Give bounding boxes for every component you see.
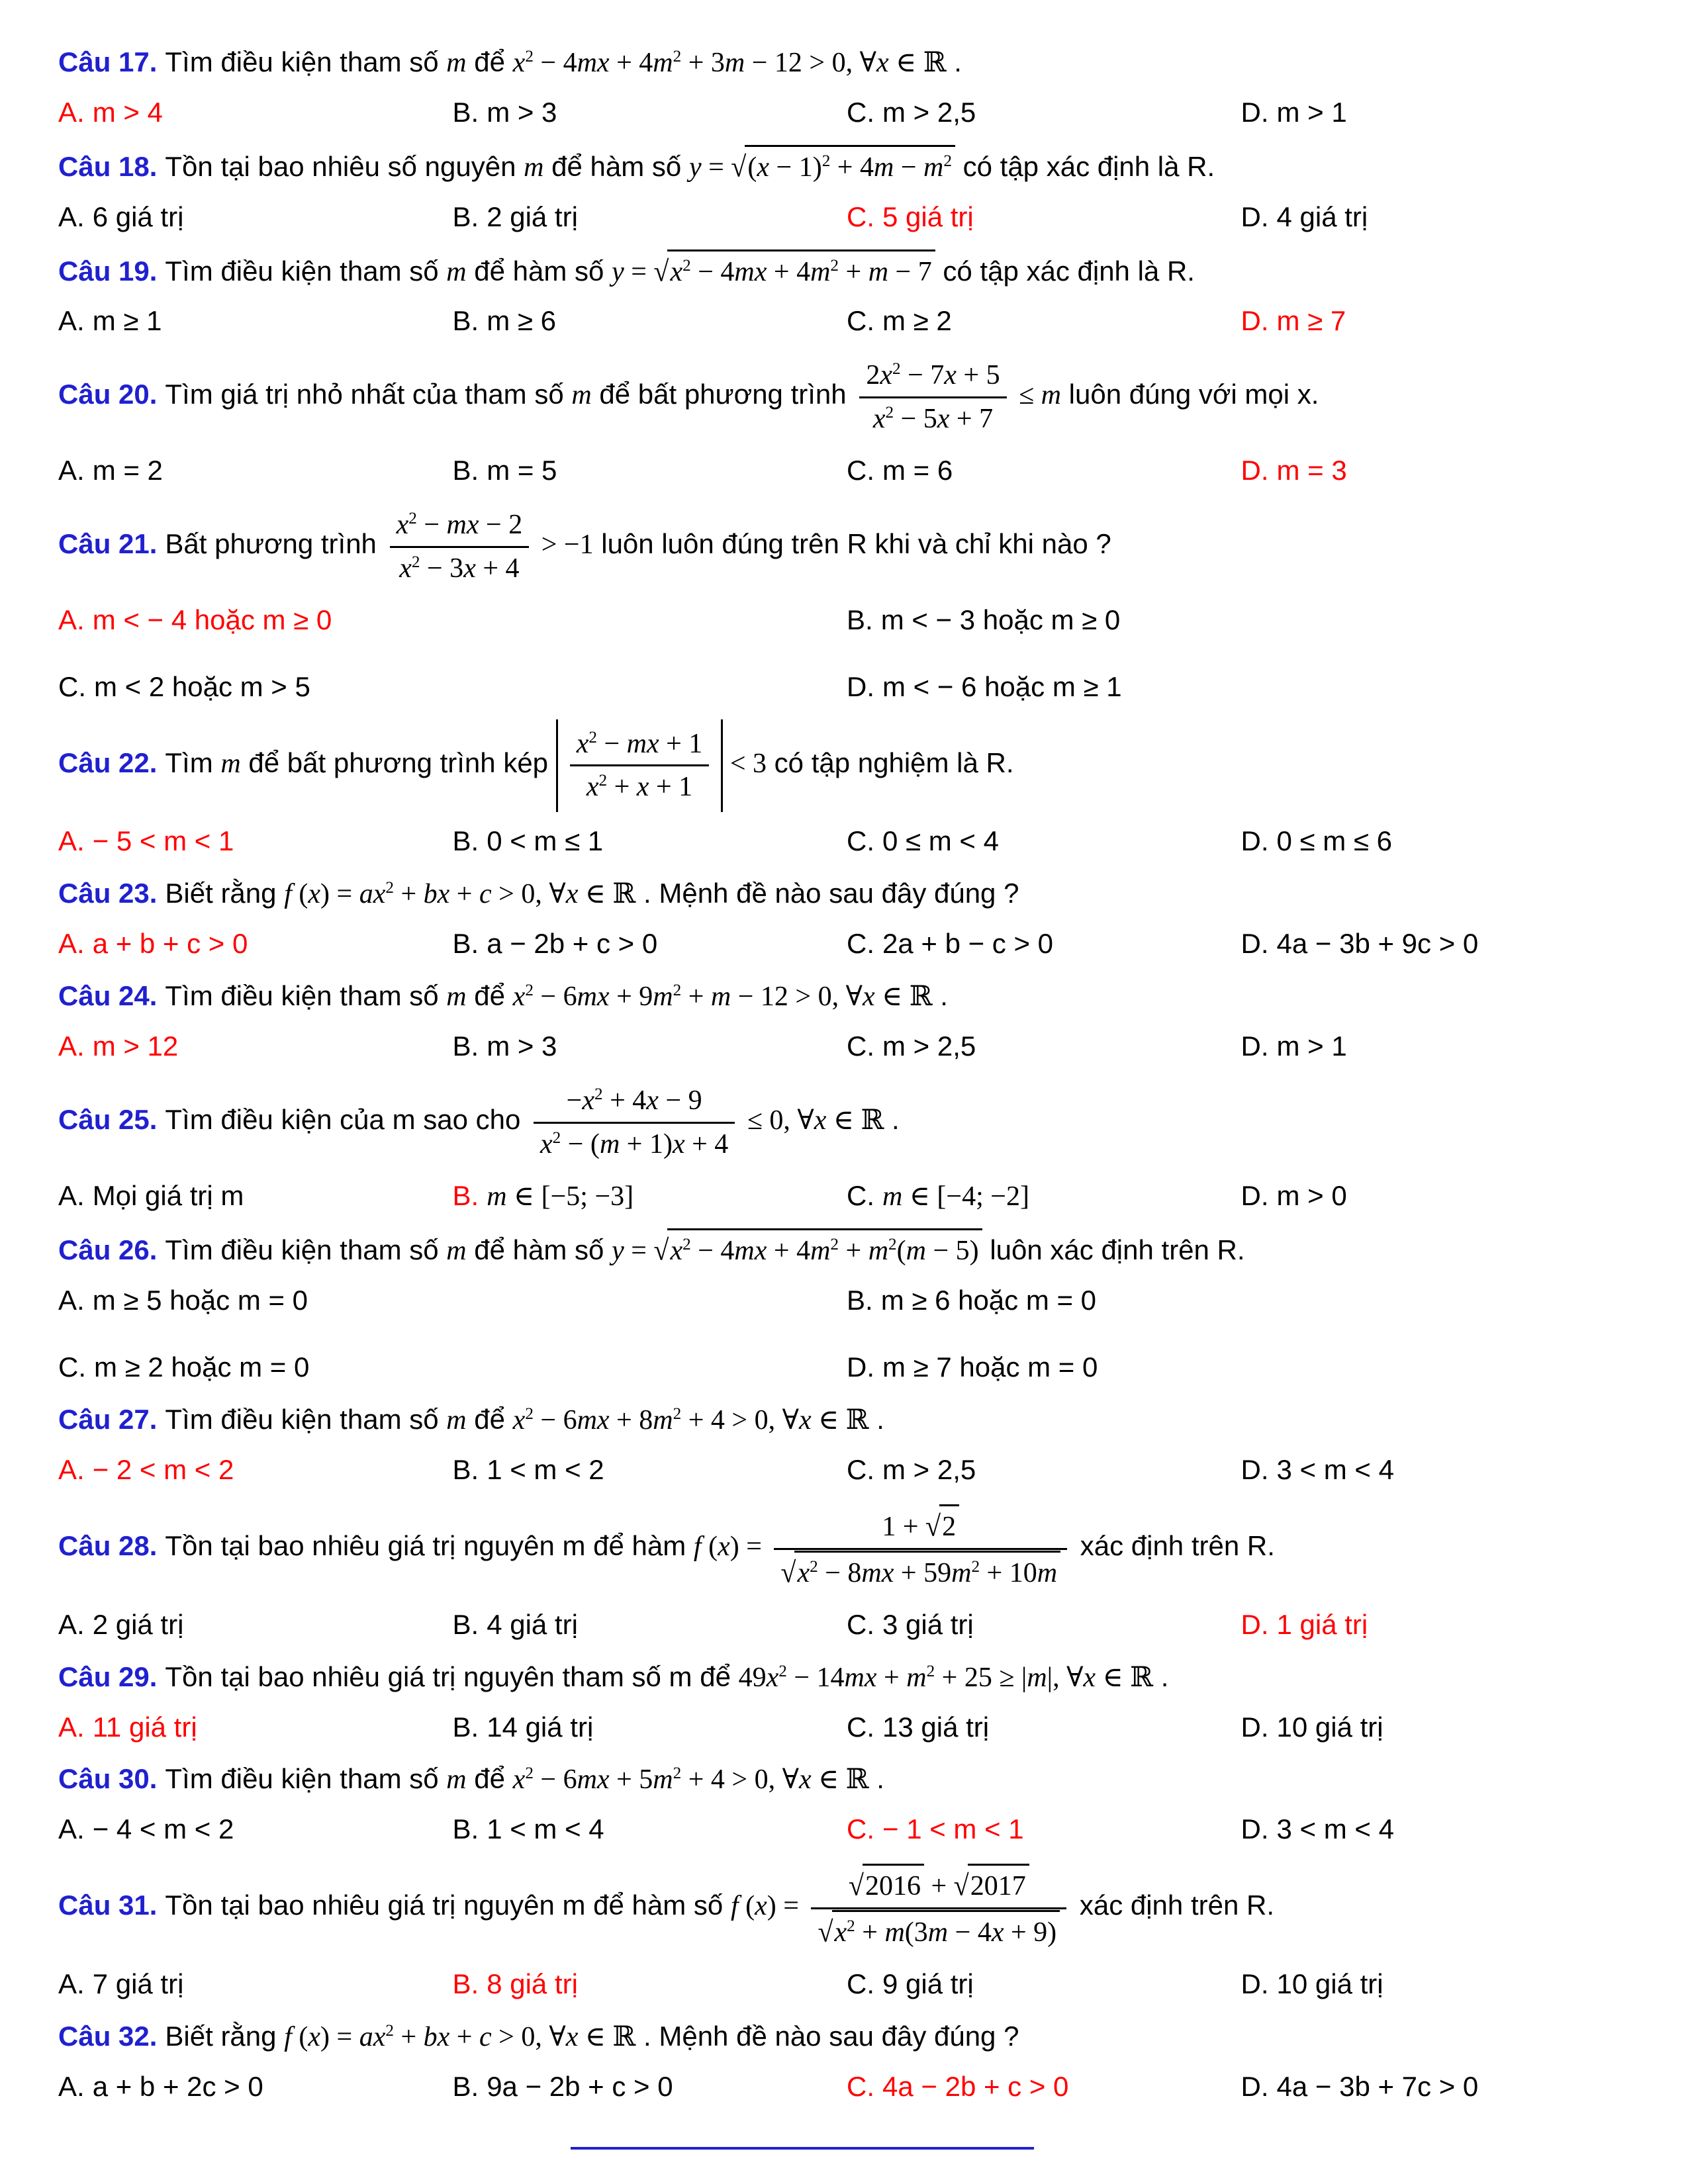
question-stem-row	[58, 719, 1635, 813]
answer-option-d	[1241, 1450, 1636, 1490]
option-text: m > 2,5	[882, 1454, 976, 1486]
option-text: 4a − 3b + 7c > 0	[1276, 2070, 1479, 2102]
answer-option-b	[453, 451, 847, 491]
question-stem-row	[58, 1228, 1635, 1271]
answer-option-a	[58, 924, 453, 964]
option-text: m = 5	[487, 455, 557, 486]
option-text: m > 1	[1276, 1030, 1347, 1062]
question-label: Câu 23.	[58, 878, 158, 909]
option-letter: D.	[1241, 201, 1269, 232]
option-text: a + b + 2c > 0	[92, 2070, 263, 2102]
question-23	[58, 874, 1635, 964]
option-text: m = 3	[1276, 455, 1347, 486]
option-text: 3 < m < 4	[1276, 1454, 1394, 1486]
option-letter: C.	[847, 455, 874, 486]
answer-option-d	[847, 1347, 1635, 1388]
answer-option-b	[453, 2067, 847, 2107]
option-letter: D.	[1241, 96, 1269, 128]
option-letter: A.	[58, 1608, 85, 1640]
option-letter: B.	[452, 2070, 479, 2102]
question-stem-row	[58, 42, 1635, 83]
option-text: m < 2 hoặc m > 5	[94, 670, 310, 702]
answer-options	[58, 600, 1635, 707]
answer-option-d	[847, 667, 1635, 707]
question-stem-row	[58, 1862, 1635, 1955]
answer-option-a	[58, 197, 453, 238]
answer-option-d	[1241, 1707, 1636, 1748]
answer-options	[58, 821, 1635, 862]
option-text: m > 2,5	[882, 96, 976, 128]
answer-option-b	[847, 600, 1635, 641]
option-letter: D.	[1241, 455, 1269, 486]
option-letter: A.	[58, 928, 85, 960]
question-stem: Tìm giá trị nhỏ nhất của tham số m để bất phương trình $\frac{2x^2 - 7x + 5}{x^2 - 5x + 7}$ ≤ m luôn đúng với mọi x.	[165, 379, 1319, 410]
question-stem-row	[58, 1759, 1635, 1800]
answer-option-a	[58, 1026, 453, 1067]
question-27	[58, 1400, 1635, 1490]
option-text: m ≥ 7 hoặc m = 0	[882, 1351, 1098, 1383]
option-letter: D.	[1241, 1179, 1269, 1211]
answer-option-b	[453, 197, 847, 238]
option-text: 1 giá trị	[1276, 1608, 1368, 1640]
question-label: Câu 17.	[58, 46, 158, 77]
option-letter: C.	[847, 1608, 874, 1640]
option-text: 4 giá trị	[487, 1608, 578, 1640]
option-letter: B.	[452, 305, 479, 337]
answer-option-a	[58, 1450, 453, 1490]
option-text: 2a + b − c > 0	[882, 928, 1054, 960]
option-text: − 2 < m < 2	[92, 1454, 234, 1486]
option-text: 4a − 3b + 9c > 0	[1276, 928, 1479, 960]
answer-option-b	[453, 1450, 847, 1490]
option-letter: D.	[1241, 1711, 1269, 1743]
option-letter: B.	[452, 1030, 479, 1062]
answer-option-a	[58, 451, 453, 491]
option-text: 1 < m < 4	[487, 1813, 604, 1845]
option-text: m ≥ 6 hoặc m = 0	[880, 1285, 1097, 1316]
option-text: 2 giá trị	[487, 201, 578, 232]
option-text: m > 2,5	[882, 1030, 976, 1062]
answer-option-c	[58, 1347, 847, 1388]
answer-option-c	[847, 1809, 1241, 1850]
question-label: Câu 26.	[58, 1234, 158, 1266]
question-18	[58, 145, 1635, 238]
option-letter: D.	[1241, 1030, 1269, 1062]
answer-option-b	[847, 1281, 1635, 1321]
option-text: Mọi giá trị m	[92, 1179, 244, 1211]
option-letter: A.	[58, 201, 85, 232]
option-letter: C.	[58, 670, 86, 702]
footer-divider-line	[571, 2147, 1034, 2150]
question-stem-row	[58, 1079, 1635, 1167]
option-text: 0 ≤ m < 4	[882, 825, 999, 857]
answer-options	[58, 1450, 1635, 1490]
option-letter: A.	[58, 604, 85, 635]
option-letter: D.	[1241, 1968, 1269, 1999]
option-letter: C.	[847, 1454, 874, 1486]
answer-option-b	[453, 1605, 847, 1645]
answer-option-b	[453, 1026, 847, 1067]
option-letter: D.	[847, 670, 874, 702]
question-29	[58, 1657, 1635, 1748]
option-letter: A.	[58, 2070, 85, 2102]
answer-options	[58, 2067, 1635, 2107]
question-stem: Biết rằng f $(x) = ax^2$ + bx + c > 0, ∀x ∈ ℝ . Mệnh đề nào sau đây đúng ?	[165, 2020, 1019, 2052]
answer-option-c	[847, 821, 1241, 862]
answer-option-d	[1241, 924, 1636, 964]
answer-option-d	[1241, 451, 1636, 491]
option-letter: C.	[847, 1179, 874, 1211]
answer-option-c	[847, 1026, 1241, 1067]
question-stem-row	[58, 145, 1635, 188]
question-label: Câu 27.	[58, 1404, 158, 1435]
answer-option-d	[1241, 1964, 1636, 2005]
question-label: Câu 31.	[58, 1889, 158, 1921]
answer-option-d	[1241, 1026, 1636, 1067]
option-letter: B.	[452, 1454, 479, 1486]
option-letter: D.	[1241, 1454, 1269, 1486]
answer-option-a	[58, 1605, 453, 1645]
answer-option-b	[453, 301, 847, 341]
answer-option-a	[58, 2067, 453, 2107]
question-stem: Tìm điều kiện tham số m để $x^2 - 6mx + 9m^2 + m - 12 > 0$, ∀x ∈ ℝ .	[165, 980, 948, 1013]
option-letter: C.	[847, 825, 874, 857]
option-letter: D.	[1241, 825, 1269, 857]
answer-options	[58, 1809, 1635, 1850]
question-stem: Tồn tại bao nhiêu số nguyên m để hàm số y = √ $(x - 1)^2 + 4m - m^2$ có tập xác định là R.	[165, 151, 1215, 182]
option-letter: A.	[58, 455, 85, 486]
answer-options	[58, 1026, 1635, 1067]
answer-options	[58, 301, 1635, 341]
answer-option-b	[453, 1964, 847, 2005]
question-label: Câu 20.	[58, 379, 158, 410]
answer-option-d	[1241, 93, 1636, 133]
option-letter: D.	[1241, 305, 1269, 337]
answer-option-a	[58, 600, 847, 641]
option-text: m < − 3 hoặc m ≥ 0	[880, 604, 1121, 635]
option-text: m > 3	[487, 1030, 557, 1062]
option-text: m = 6	[882, 455, 953, 486]
option-text: m > 3	[487, 96, 557, 128]
option-letter: B.	[452, 1813, 479, 1845]
option-letter: B.	[452, 201, 479, 232]
question-stem: Bất phương trình $\frac{x^2 - mx - 2}{x^2 - 3x + 4}$ > −1 luôn luôn đúng trên R khi và chỉ khi nào ?	[165, 528, 1111, 559]
question-stem: Tìm m để bất phương trình kép $\frac{x^2 - mx + 1}{x^2 + x + 1}$ < 3 có tập nghiệm là R.	[165, 747, 1013, 778]
option-letter: C.	[847, 1030, 874, 1062]
question-label: Câu 21.	[58, 528, 158, 560]
option-text: m ≥ 7	[1276, 305, 1346, 337]
option-text: m ≥ 2 hoặc m = 0	[94, 1351, 310, 1383]
option-letter: B.	[452, 1711, 479, 1743]
answer-option-d	[1241, 197, 1636, 238]
answer-options	[58, 93, 1635, 133]
answer-option-c	[847, 1450, 1241, 1490]
answer-option-b	[453, 1809, 847, 1850]
option-letter: A.	[58, 1285, 85, 1316]
option-text: 11 giá trị	[92, 1711, 197, 1743]
option-letter: A.	[58, 825, 85, 857]
answer-option-c	[58, 667, 847, 707]
option-text: m ≥ 6	[487, 305, 556, 337]
answer-option-b	[453, 821, 847, 862]
option-letter: B.	[452, 928, 479, 960]
option-text: 4 giá trị	[1276, 201, 1368, 232]
option-text: − 1 < m < 1	[882, 1813, 1024, 1845]
option-text: m ≥ 2	[882, 305, 952, 337]
question-25	[58, 1079, 1635, 1217]
option-text: 9a − 2b + c > 0	[487, 2070, 673, 2102]
option-text: 14 giá trị	[487, 1711, 594, 1743]
answer-option-b	[453, 1176, 847, 1217]
answer-option-a	[58, 1964, 453, 2005]
option-letter: C.	[847, 928, 874, 960]
answer-option-a	[58, 1176, 453, 1217]
option-letter: C.	[847, 1813, 874, 1845]
question-label: Câu 29.	[58, 1661, 158, 1692]
question-stem-row	[58, 976, 1635, 1017]
answer-option-a	[58, 821, 453, 862]
question-stem: Tồn tại bao nhiêu giá trị nguyên tham số m để $49x^2 - 14mx + m^2 + 25 \ge |m|$, ∀x ∈ ℝ .	[165, 1661, 1169, 1693]
option-letter: B.	[847, 1285, 873, 1316]
answer-option-c	[847, 1964, 1241, 2005]
question-stem: Tìm điều kiện của m sao cho $\frac{-x^2 + 4x - 9}{x^2 - (m + 1)x + 4}$ ≤ 0, ∀x ∈ ℝ .	[165, 1104, 899, 1135]
option-text: m > 1	[1276, 96, 1347, 128]
question-stem-row	[58, 1502, 1635, 1596]
option-letter: C.	[847, 2070, 874, 2102]
answer-option-a	[58, 1809, 453, 1850]
option-letter: D.	[1241, 1608, 1269, 1640]
answer-option-c	[847, 1176, 1241, 1217]
option-text: 8 giá trị	[487, 1968, 578, 1999]
question-stem: Biết rằng f $(x) = ax^2$ + bx + c > 0, ∀x ∈ ℝ . Mệnh đề nào sau đây đúng ?	[165, 878, 1019, 910]
question-stem: Tìm điều kiện tham số m để hàm số y = √ $x^2 - 4mx + 4m^2 + m^2(m - 5)$ luôn xác định trên R.	[165, 1234, 1244, 1265]
option-letter: D.	[1241, 1813, 1269, 1845]
answer-option-a	[58, 1707, 453, 1748]
question-stem-row	[58, 1400, 1635, 1441]
question-label: Câu 25.	[58, 1103, 158, 1135]
question-label: Câu 22.	[58, 747, 158, 778]
answer-options	[58, 451, 1635, 491]
option-text: m ≥ 1	[92, 305, 162, 337]
option-text: 5 giá trị	[882, 201, 974, 232]
question-28	[58, 1502, 1635, 1645]
question-stem: Tìm điều kiện tham số m để $x^2 - 6mx + 5m^2 + 4 > 0$, ∀x ∈ ℝ .	[165, 1763, 884, 1796]
option-text: m ∈ [−5; −3]	[487, 1181, 634, 1212]
question-stem-row	[58, 353, 1635, 441]
answer-option-b	[453, 1707, 847, 1748]
answer-option-d	[1241, 301, 1636, 341]
answer-options	[58, 197, 1635, 238]
option-letter: B.	[452, 1608, 479, 1640]
option-text: m = 2	[92, 455, 163, 486]
answer-option-b	[453, 93, 847, 133]
question-30	[58, 1759, 1635, 1850]
option-text: 3 giá trị	[882, 1608, 974, 1640]
option-text: 10 giá trị	[1276, 1968, 1383, 1999]
answer-option-d	[1241, 1176, 1636, 1217]
question-label: Câu 32.	[58, 2020, 158, 2052]
option-letter: A.	[58, 305, 85, 337]
option-letter: A.	[58, 1030, 85, 1062]
answer-option-d	[1241, 821, 1636, 862]
option-text: 7 giá trị	[92, 1968, 184, 1999]
answer-options	[58, 1605, 1635, 1645]
option-text: − 5 < m < 1	[92, 825, 234, 857]
option-letter: A.	[58, 1179, 85, 1211]
option-letter: A.	[58, 1968, 85, 1999]
question-label: Câu 24.	[58, 980, 158, 1012]
question-stem: Tìm điều kiện tham số m để hàm số y = √ $x^2 - 4mx + 4m^2 + m - 7$ có tập xác định là R.	[165, 255, 1195, 287]
question-stem: Tìm điều kiện tham số m để $x^2 - 6mx + 8m^2 + 4 > 0$, ∀x ∈ ℝ .	[165, 1404, 884, 1436]
option-text: m > 4	[92, 96, 163, 128]
answer-option-d	[1241, 2067, 1636, 2107]
question-stem: Tìm điều kiện tham số m để $x^2 - 4mx + 4m^2 + 3m - 12 > 0$, ∀x ∈ ℝ .	[165, 46, 962, 78]
option-letter: B.	[452, 96, 479, 128]
question-label: Câu 19.	[58, 255, 158, 287]
option-letter: C.	[847, 305, 874, 337]
question-19	[58, 250, 1635, 342]
option-text: a + b + c > 0	[92, 928, 248, 960]
question-stem-row	[58, 2017, 1635, 2058]
answer-option-d	[1241, 1809, 1636, 1850]
answer-option-c	[847, 197, 1241, 238]
option-text: 0 < m ≤ 1	[487, 825, 604, 857]
question-31	[58, 1862, 1635, 2005]
question-24	[58, 976, 1635, 1067]
option-letter: A.	[58, 1454, 85, 1486]
option-letter: B.	[452, 455, 479, 486]
option-text: m < − 4 hoặc m ≥ 0	[92, 604, 332, 635]
question-label: Câu 30.	[58, 1763, 158, 1795]
option-text: m ≥ 5 hoặc m = 0	[92, 1285, 308, 1316]
option-text: 10 giá trị	[1276, 1711, 1383, 1743]
option-text: 2 giá trị	[92, 1608, 184, 1640]
answer-option-c	[847, 2067, 1241, 2107]
answer-option-a	[58, 93, 453, 133]
question-stem-row	[58, 1657, 1635, 1698]
question-21	[58, 503, 1635, 707]
answer-option-a	[58, 1281, 847, 1321]
option-letter: D.	[847, 1351, 874, 1383]
option-text: 3 < m < 4	[1276, 1813, 1394, 1845]
option-letter: C.	[847, 201, 874, 232]
answer-option-c	[847, 1707, 1241, 1748]
option-letter: A.	[58, 1711, 85, 1743]
question-22	[58, 719, 1635, 862]
question-stem-row	[58, 250, 1635, 293]
question-label: Câu 28.	[58, 1529, 158, 1561]
option-letter: C.	[847, 1711, 874, 1743]
question-32	[58, 2017, 1635, 2107]
answer-option-c	[847, 451, 1241, 491]
option-letter: B.	[452, 1968, 479, 1999]
option-letter: A.	[58, 1813, 85, 1845]
option-letter: A.	[58, 96, 85, 128]
option-letter: D.	[1241, 2070, 1269, 2102]
option-letter: B.	[847, 604, 873, 635]
answer-option-c	[847, 924, 1241, 964]
option-text: 1 < m < 2	[487, 1454, 604, 1486]
option-letter: C.	[847, 96, 874, 128]
question-stem: Tồn tại bao nhiêu giá trị nguyên m để hàm số f (x) = √ 2016 + √ 2017 √ $x^2 + m(3m - 4x + 9)$ xác định trên R.	[165, 1889, 1274, 1921]
answer-options	[58, 1281, 1635, 1388]
question-20	[58, 353, 1635, 491]
option-text: 4a − 2b + c > 0	[882, 2070, 1069, 2102]
answer-option-c	[847, 1605, 1241, 1645]
answer-option-a	[58, 301, 453, 341]
answer-option-b	[453, 924, 847, 964]
option-letter: B.	[452, 825, 479, 857]
question-stem: Tồn tại bao nhiêu giá trị nguyên m để hàm f (x) = 1 + √ 2 √ $x^2 - 8mx + 59m^2 + 10m$ xác định trên R.	[165, 1530, 1274, 1561]
answer-options	[58, 1176, 1635, 1217]
answer-option-c	[847, 93, 1241, 133]
answer-options	[58, 1707, 1635, 1748]
question-stem-row	[58, 503, 1635, 591]
option-text: 0 ≤ m ≤ 6	[1276, 825, 1392, 857]
question-stem-row	[58, 874, 1635, 915]
option-text: 6 giá trị	[92, 201, 184, 232]
answer-option-c	[847, 301, 1241, 341]
question-26	[58, 1228, 1635, 1388]
answer-option-d	[1241, 1605, 1636, 1645]
option-text: 9 giá trị	[882, 1968, 974, 1999]
answer-options	[58, 1964, 1635, 2005]
option-text: m > 12	[92, 1030, 179, 1062]
option-text: a − 2b + c > 0	[487, 928, 658, 960]
option-letter: D.	[1241, 928, 1269, 960]
question-list	[58, 42, 1635, 2107]
answer-options	[58, 924, 1635, 964]
option-letter: C.	[847, 1968, 874, 1999]
option-text: m ∈ [−4; −2]	[882, 1181, 1029, 1212]
option-text: m < − 6 hoặc m ≥ 1	[882, 670, 1122, 702]
question-label: Câu 18.	[58, 150, 158, 182]
option-text: m > 0	[1276, 1179, 1347, 1211]
option-text: 13 giá trị	[882, 1711, 990, 1743]
option-letter: C.	[58, 1351, 86, 1383]
option-text: − 4 < m < 2	[92, 1813, 234, 1845]
option-letter: B.	[452, 1179, 479, 1211]
question-17	[58, 42, 1635, 133]
